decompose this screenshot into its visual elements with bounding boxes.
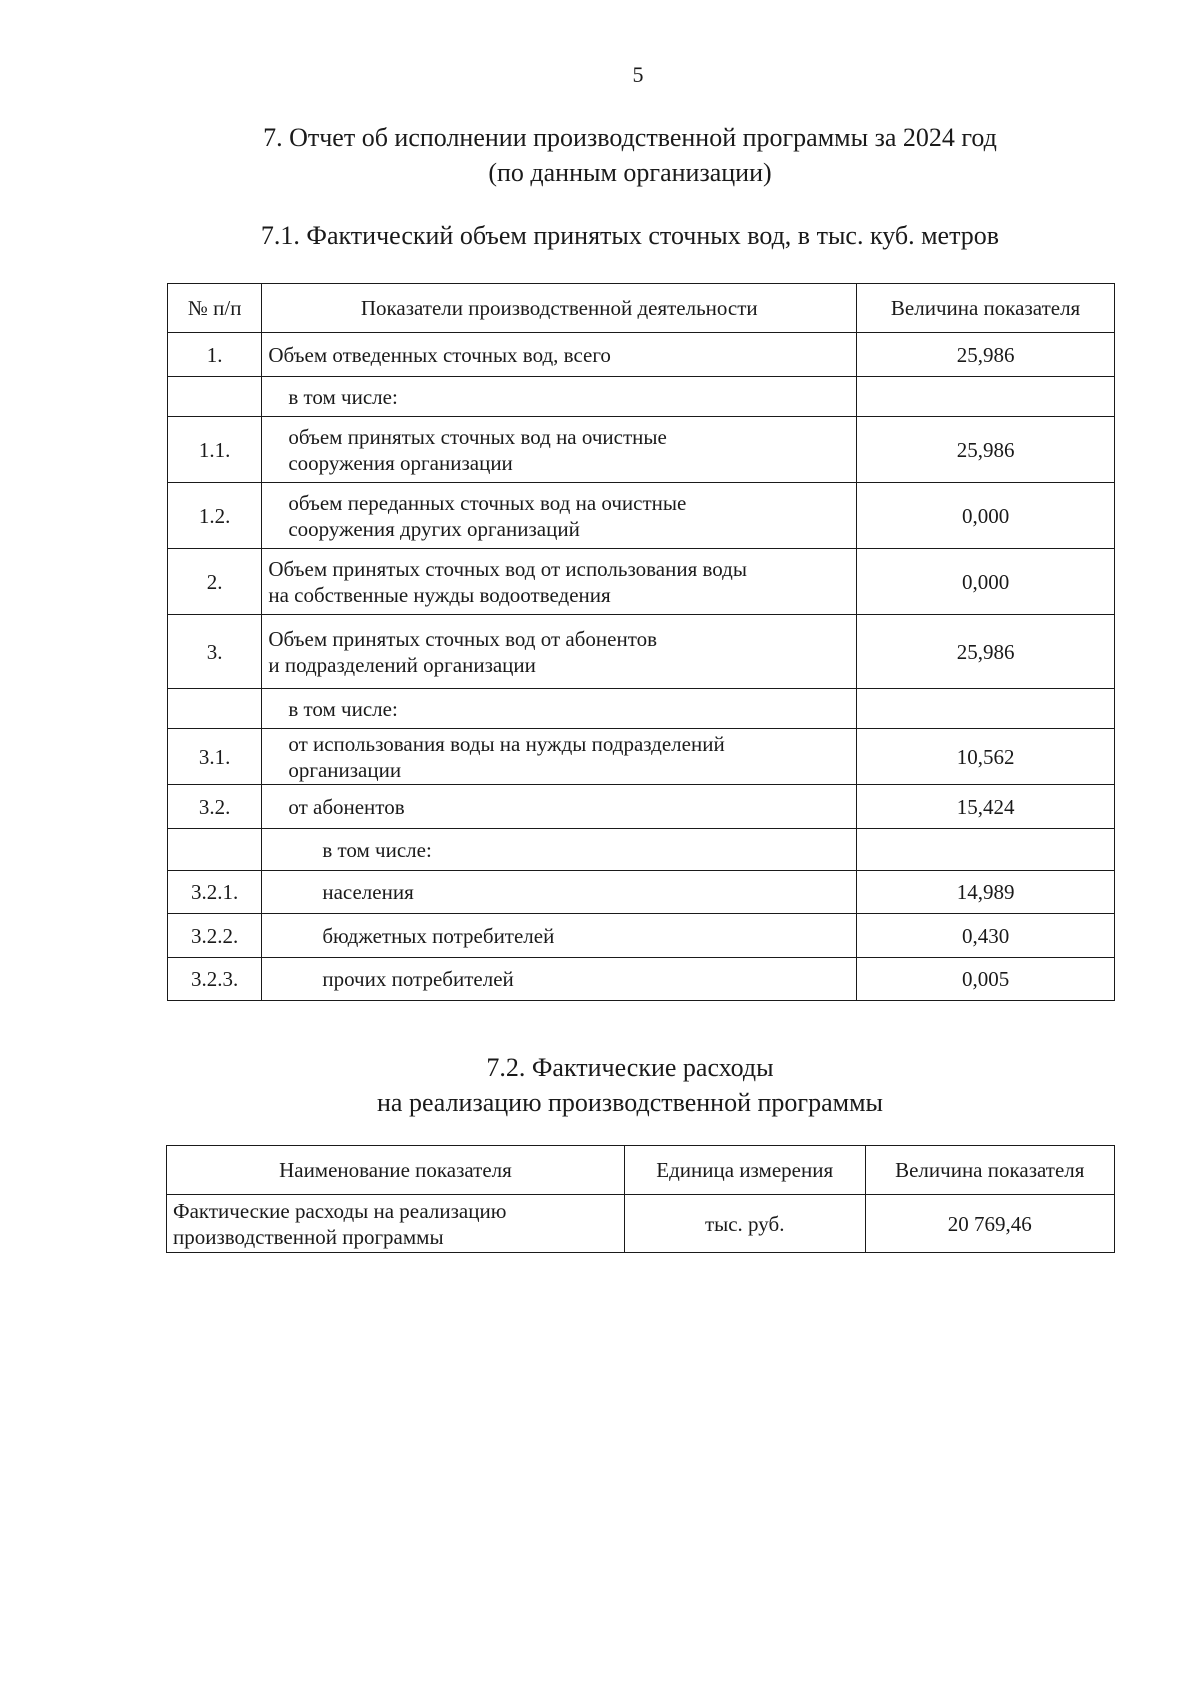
row-indicator [262,483,857,549]
row-value: 25,986 [857,333,1115,377]
row-indicator [262,549,857,615]
header-value: Величина показателя [865,1146,1114,1195]
row-value: 0,005 [857,958,1115,1001]
wastewater-volume-table [167,283,1115,1001]
section-title-line1: 7. Отчет об исполнении производственной программы за 2024 год [263,123,997,152]
row-indicator-text: Объем принятых сточных вод от абонентов [268,626,658,651]
row-indicator-text: от использования воды на нужды подразделений [288,731,725,756]
row-value [857,689,1115,729]
row-indicator [262,785,857,829]
table-header-row [167,1146,1115,1195]
row-indicator-text: в том числе: [288,696,398,721]
row-indicator [262,729,857,785]
row-indicator-text: организации [288,757,402,782]
table-row [168,729,1115,785]
section-title-line2: (по данным организации) [488,158,772,187]
header-indicator-name: Наименование показателя [167,1146,625,1195]
row-value: 25,986 [857,417,1115,483]
section-title [180,120,1080,190]
costs-section-title [180,1050,1080,1120]
row-indicator [262,871,857,914]
row-value [857,377,1115,417]
row-num: 3.2. [168,785,262,829]
row-value: 20 769,46 [865,1195,1114,1253]
row-indicator-text: и подразделений организации [268,652,536,677]
row-indicator-text: объем принятых сточных вод на очистные [288,424,667,449]
row-indicator-text: в том числе: [288,384,398,409]
row-num [168,689,262,729]
table-row [168,377,1115,417]
table-row [168,483,1115,549]
table-row [168,829,1115,871]
row-indicator-text: Фактические расходы на реализацию [173,1198,507,1223]
table-row [168,549,1115,615]
row-indicator-text: Объем принятых сточных вод от использования воды [268,556,747,581]
row-indicator-text: сооружения других организаций [288,516,580,541]
table-row [168,914,1115,958]
row-num: 1. [168,333,262,377]
table-row [168,689,1115,729]
table-row [168,333,1115,377]
row-value: 10,562 [857,729,1115,785]
table-row [168,958,1115,1001]
row-num: 3.2.1. [168,871,262,914]
header-value: Величина показателя [857,284,1115,333]
table-row [168,785,1115,829]
row-value: 14,989 [857,871,1115,914]
row-indicator [262,829,857,871]
row-value: 15,424 [857,785,1115,829]
row-value: 25,986 [857,615,1115,689]
row-num: 3. [168,615,262,689]
row-num: 3.2.3. [168,958,262,1001]
row-num: 1.2. [168,483,262,549]
row-num [168,377,262,417]
volume-section-title: 7.1. Фактический объем принятых сточных вод, в тыс. куб. метров [260,221,1000,250]
row-indicator-text: Объем отведенных сточных вод, всего [268,342,611,367]
row-indicator-text: в том числе: [322,837,432,862]
row-indicator-text: прочих потребителей [322,967,514,991]
row-num [168,829,262,871]
row-indicator-text: населения [322,880,414,904]
row-indicator [262,333,857,377]
row-indicator [262,377,857,417]
costs-title-line1: 7.2. Фактические расходы [486,1053,774,1082]
row-indicator-text: сооружения организации [288,450,513,475]
header-indicator: Показатели производственной деятельности [262,284,857,333]
table-row [168,615,1115,689]
table-row [168,417,1115,483]
row-indicator-text: на собственные нужды водоотведения [268,582,611,607]
row-unit: тыс. руб. [624,1195,865,1253]
header-num: № п/п [168,284,262,333]
costs-title-line2: на реализацию производственной программы [376,1088,883,1117]
page-number: 5 [632,62,644,87]
row-num: 2. [168,549,262,615]
row-num: 3.2.2. [168,914,262,958]
header-unit: Единица измерения [624,1146,865,1195]
row-indicator-text: от абонентов [288,794,405,819]
row-value: 0,000 [857,483,1115,549]
row-value: 0,430 [857,914,1115,958]
table-header-row [168,284,1115,333]
actual-costs-table [166,1145,1115,1253]
row-indicator [262,689,857,729]
row-indicator-text: производственной программы [173,1224,444,1249]
row-indicator [167,1195,625,1253]
row-indicator [262,615,857,689]
row-num: 3.1. [168,729,262,785]
table-row [168,871,1115,914]
row-value [857,829,1115,871]
row-indicator-text: объем переданных сточных вод на очистные [288,490,687,515]
row-indicator [262,417,857,483]
row-indicator-text: бюджетных потребителей [322,923,555,948]
row-value: 0,000 [857,549,1115,615]
row-indicator [262,914,857,958]
row-num: 1.1. [168,417,262,483]
row-indicator [262,958,857,1001]
table-row [167,1195,1115,1253]
